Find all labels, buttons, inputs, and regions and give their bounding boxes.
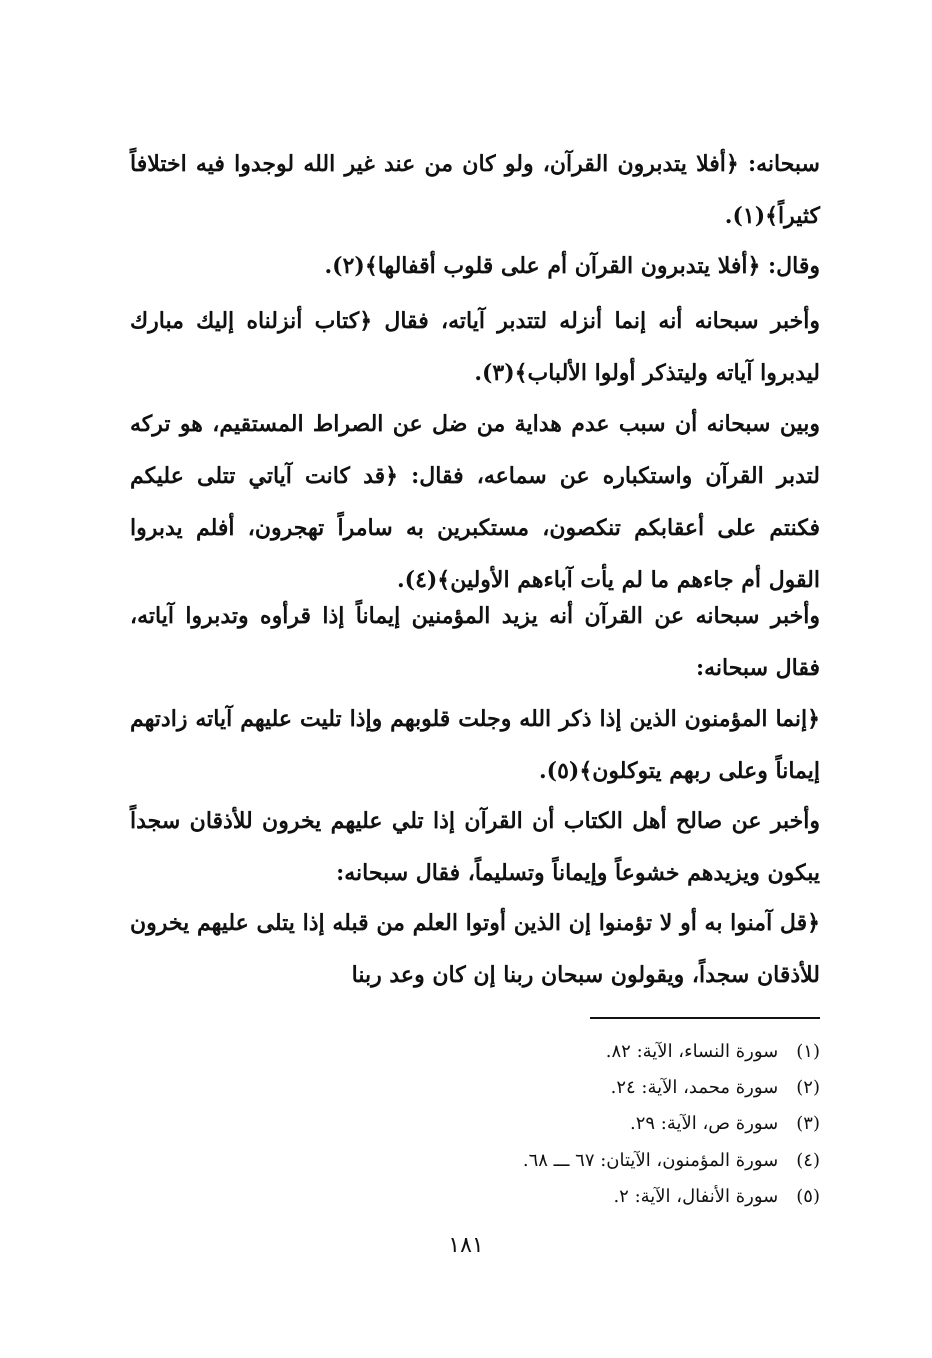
paragraph-8: ﴿قل آمنوا به أو لا تؤمنوا إن الذين أوتوا العلم من قبله إذا يتلى عليهم يخرون للأذقان سجداً، ويقولون سبحان ربنا إن كان وعد ربنا: [130, 910, 820, 988]
footnote-1: [100, 1037, 820, 1067]
paragraph-7: وأخبر عن صالح أهل الكتاب أن القرآن إذا تلي عليهم يخرون للأذقان سجداً يبكون ويزيدهم خشوعاً وإيماناً وتسليماً، فقال سبحانه:: [130, 808, 820, 886]
footnote-text: سورة محمد، الآية: ٢٤.: [610, 1077, 779, 1098]
footnote-number: (٤): [796, 1150, 820, 1171]
paragraph-2: وقال: ﴿أفلا يتدبرون القرآن أم على قلوب أقفالها﴾(٢).: [324, 253, 820, 279]
paragraph-5: وأخبر سبحانه عن القرآن أنه يزيد المؤمنين إيماناً إذا قرأوه وتدبروا آياته، فقال سبحانه:: [130, 603, 821, 681]
footnote-text: سورة الأنفال، الآية: ٢.: [613, 1186, 779, 1207]
footnote-divider: [590, 1017, 820, 1019]
footnote-number: (٢): [796, 1077, 820, 1098]
footnote-text: سورة النساء، الآية: ٨٢.: [605, 1041, 779, 1062]
footnote-text: سورة المؤمنون، الآيتان: ٦٧ ـــ ٦٨.: [522, 1150, 779, 1171]
paragraph-3: وأخبر سبحانه أنه إنما أنزله لتتدبر آياته، فقال ﴿كتاب أنزلناه إليك مبارك ليدبروا آياته وليتذكر أولوا الألباب﴾(٣).: [130, 308, 820, 386]
footnote-4: [100, 1146, 820, 1176]
footnote-number: (٣): [796, 1113, 820, 1134]
page-number: ١٨١: [448, 1233, 484, 1258]
paragraph-1: سبحانه: ﴿أفلا يتدبرون القرآن، ولو كان من عند غير الله لوجدوا فيه اختلافاً كثيراً﴾(١).: [130, 151, 820, 229]
footnote-2: [100, 1073, 820, 1103]
footnote-5: [100, 1182, 820, 1212]
footnote-number: (٥): [796, 1186, 820, 1207]
footnote-number: (١): [796, 1041, 820, 1062]
footnote-3: [100, 1109, 820, 1139]
footnote-text: سورة ص، الآية: ٢٩.: [629, 1113, 779, 1134]
paragraph-4: وبين سبحانه أن سبب عدم هداية من ضل عن الصراط المستقيم، هو تركه لتدبر القرآن واستكباره عن سماعه، فقال: ﴿قد كانت آياتي تتلى عليكم فكنتم على أعقابكم تنكصون، مستكبرين به سامراً تهجرون، أفلم يدبروا القول أم جاءهم ما لم يأت آباءهم الأولين﴾(٤).: [130, 411, 820, 593]
paragraph-6: ﴿إنما المؤمنون الذين إذا ذكر الله وجلت قلوبهم وإذا تليت عليهم آياته زادتهم إيماناً وعلى ربهم يتوكلون﴾(٥).: [130, 706, 820, 784]
